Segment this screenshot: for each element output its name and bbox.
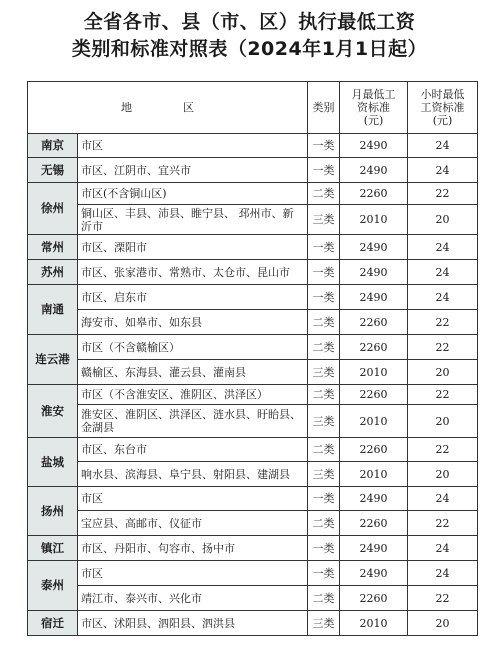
table-row	[28, 511, 478, 536]
category-cell: 一类	[308, 487, 340, 511]
table-title-line-2: 类别和标准对照表（2024年1月1日起）	[71, 38, 428, 60]
city-name: 镇江	[28, 536, 78, 561]
table-row	[28, 335, 478, 360]
area-cell: 赣榆区、东海县、灌云县、灌南县	[78, 360, 308, 385]
area-cell: 市区（不含赣榆区）	[78, 335, 308, 360]
hourly-wage-cell: 22	[408, 511, 478, 536]
area-cell: 市区（不含淮安区、淮阴区、洪泽区）	[78, 385, 308, 405]
category-cell: 一类	[308, 235, 340, 260]
monthly-wage-cell: 2490	[340, 561, 408, 586]
table-row	[28, 611, 478, 636]
hourly-wage-cell: 20	[408, 405, 478, 438]
monthly-wage-cell: 2010	[340, 405, 408, 438]
table-row	[28, 462, 478, 487]
table-body	[28, 134, 478, 636]
table-row	[28, 134, 478, 158]
table-row	[28, 487, 478, 511]
table-row	[28, 205, 478, 235]
hourly-wage-cell: 24	[408, 134, 478, 158]
hourly-wage-cell: 24	[408, 260, 478, 285]
hourly-wage-cell: 24	[408, 285, 478, 310]
area-cell: 市区、东台市	[78, 438, 308, 462]
header-hourly-line-3: (元)	[432, 114, 453, 127]
category-cell: 二类	[308, 511, 340, 536]
hourly-wage-cell: 24	[408, 158, 478, 183]
category-cell: 二类	[308, 335, 340, 360]
hourly-wage-cell: 20	[408, 360, 478, 385]
category-cell: 三类	[308, 462, 340, 487]
hourly-wage-cell: 24	[408, 487, 478, 511]
monthly-wage-cell: 2010	[340, 360, 408, 385]
monthly-wage-cell: 2490	[340, 487, 408, 511]
header-hourly	[408, 82, 478, 134]
hourly-wage-cell: 22	[408, 385, 478, 405]
table-row	[28, 536, 478, 561]
category-cell: 三类	[308, 405, 340, 438]
table-row	[28, 260, 478, 285]
area-cell: 海安市、如皋市、如东县	[78, 310, 308, 335]
monthly-wage-cell: 2260	[340, 385, 408, 405]
area-cell: 市区、张家港市、常熟市、太仓市、昆山市	[78, 260, 308, 285]
category-cell: 三类	[308, 360, 340, 385]
header-area: 地 区	[28, 82, 308, 134]
category-cell: 一类	[308, 134, 340, 158]
city-name: 南通	[28, 285, 78, 335]
hourly-wage-cell: 24	[408, 235, 478, 260]
area-cell: 靖江市、泰兴市、兴化市	[78, 586, 308, 611]
category-cell: 二类	[308, 438, 340, 462]
header-monthly-line-1: 月最低工	[351, 88, 396, 101]
category-cell: 一类	[308, 158, 340, 183]
area-cell: 宝应县、高邮市、仪征市	[78, 511, 308, 536]
minimum-wage-table	[27, 81, 478, 636]
monthly-wage-cell: 2010	[340, 462, 408, 487]
area-cell: 铜山区、丰县、沛县、睢宁县、 邳州市、新沂市	[78, 205, 308, 235]
header-hourly-line-1: 小时最低	[420, 88, 465, 101]
monthly-wage-cell: 2490	[340, 285, 408, 310]
category-cell: 二类	[308, 385, 340, 405]
monthly-wage-cell: 2490	[340, 158, 408, 183]
area-cell: 市区	[78, 134, 308, 158]
city-name: 淮安	[28, 385, 78, 438]
area-cell: 市区、启东市	[78, 285, 308, 310]
table-row	[28, 310, 478, 335]
city-name: 南京	[28, 134, 78, 158]
category-cell: 二类	[308, 586, 340, 611]
hourly-wage-cell: 22	[408, 335, 478, 360]
header-row	[28, 82, 478, 134]
table-row	[28, 586, 478, 611]
area-cell: 淮安区、淮阴区、洪泽区、涟水县、盱眙县、金湖县	[78, 405, 308, 438]
hourly-wage-cell: 22	[408, 183, 478, 205]
category-cell: 二类	[308, 310, 340, 335]
hourly-wage-cell: 20	[408, 462, 478, 487]
area-cell: 市区、江阴市、宜兴市	[78, 158, 308, 183]
monthly-wage-cell: 2010	[340, 205, 408, 235]
area-cell: 市区、溧阳市	[78, 235, 308, 260]
monthly-wage-cell: 2260	[340, 335, 408, 360]
category-cell: 三类	[308, 205, 340, 235]
table-row	[28, 360, 478, 385]
monthly-wage-cell: 2260	[340, 310, 408, 335]
table-row	[28, 405, 478, 438]
table-row	[28, 158, 478, 183]
table-row	[28, 183, 478, 205]
header-monthly-line-2: 资标准	[357, 101, 390, 114]
city-name: 常州	[28, 235, 78, 260]
category-cell: 二类	[308, 183, 340, 205]
category-cell: 三类	[308, 611, 340, 636]
city-name: 扬州	[28, 487, 78, 536]
table-row	[28, 385, 478, 405]
monthly-wage-cell: 2490	[340, 134, 408, 158]
monthly-wage-cell: 2490	[340, 536, 408, 561]
city-name: 苏州	[28, 260, 78, 285]
hourly-wage-cell: 20	[408, 611, 478, 636]
hourly-wage-cell: 24	[408, 536, 478, 561]
hourly-wage-cell: 22	[408, 438, 478, 462]
area-cell: 市区	[78, 487, 308, 511]
category-cell: 一类	[308, 536, 340, 561]
category-cell: 一类	[308, 285, 340, 310]
area-cell: 市区、丹阳市、句容市、扬中市	[78, 536, 308, 561]
city-name: 徐州	[28, 183, 78, 235]
table-title-line-1: 全省各市、县（市、区）执行最低工资	[83, 11, 416, 33]
area-cell: 市区(不含铜山区)	[78, 183, 308, 205]
table-row	[28, 561, 478, 586]
monthly-wage-cell: 2260	[340, 438, 408, 462]
city-name: 盐城	[28, 438, 78, 487]
hourly-wage-cell: 22	[408, 586, 478, 611]
monthly-wage-cell: 2260	[340, 511, 408, 536]
hourly-wage-cell: 20	[408, 205, 478, 235]
header-monthly	[340, 82, 408, 134]
hourly-wage-cell: 22	[408, 310, 478, 335]
area-cell: 市区、沭阳县、泗阳县、泗洪县	[78, 611, 308, 636]
header-monthly-line-3: (元)	[363, 114, 384, 127]
city-name: 宿迁	[28, 611, 78, 636]
header-category: 类别	[308, 82, 340, 134]
city-name: 无锡	[28, 158, 78, 183]
area-cell: 市区	[78, 561, 308, 586]
monthly-wage-cell: 2260	[340, 183, 408, 205]
city-name: 连云港	[28, 335, 78, 385]
table-row	[28, 235, 478, 260]
monthly-wage-cell: 2010	[340, 611, 408, 636]
category-cell: 一类	[308, 260, 340, 285]
area-cell: 响水县、滨海县、阜宁县、射阳县、建湖县	[78, 462, 308, 487]
category-cell: 一类	[308, 561, 340, 586]
table-row	[28, 285, 478, 310]
table-row	[28, 438, 478, 462]
city-name: 泰州	[28, 561, 78, 611]
monthly-wage-cell: 2490	[340, 235, 408, 260]
monthly-wage-cell: 2260	[340, 586, 408, 611]
header-hourly-line-2: 工资标准	[420, 101, 465, 114]
monthly-wage-cell: 2490	[340, 260, 408, 285]
hourly-wage-cell: 24	[408, 561, 478, 586]
